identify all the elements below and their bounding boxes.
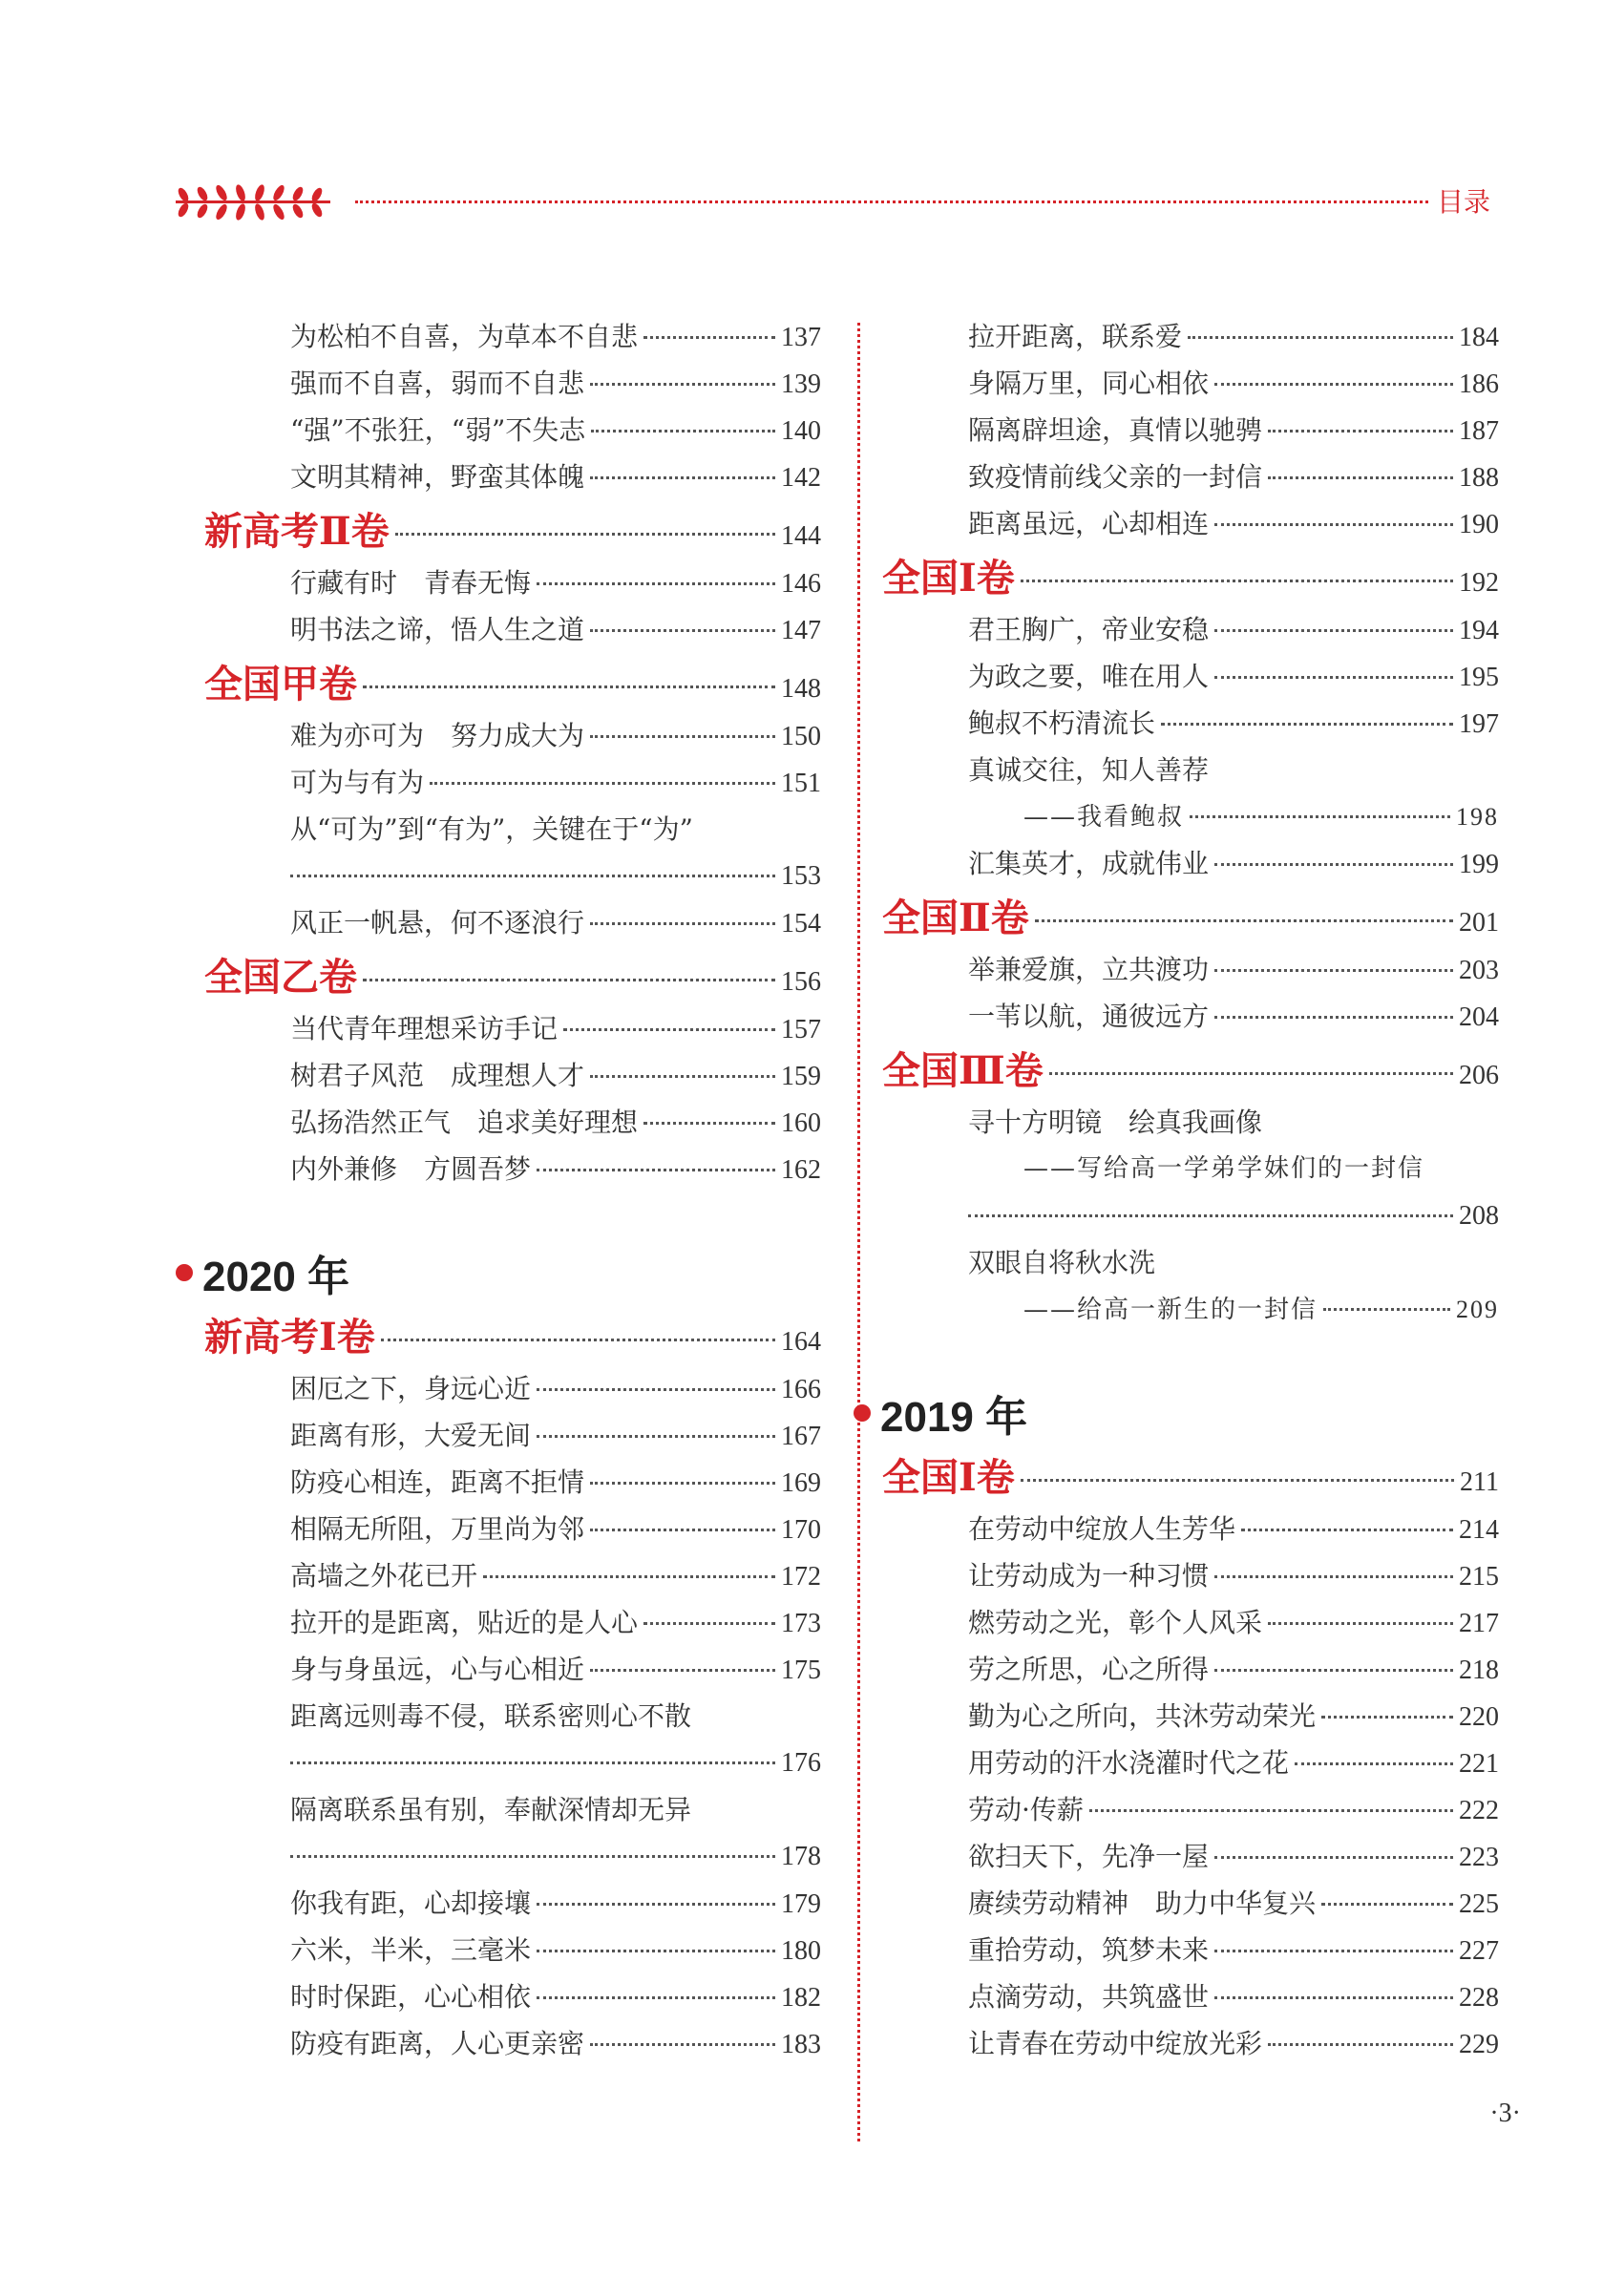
entry-title: 汇集英才，成就伟业 — [968, 848, 1210, 879]
year-title: 2020 年 — [202, 1254, 350, 1300]
entry-title: 在劳动中绽放人生芳华 — [968, 1513, 1236, 1545]
dot-leader — [643, 1122, 775, 1125]
toc-entry — [968, 1973, 1499, 2020]
toc-entry — [290, 1646, 821, 1693]
dot-leader — [1241, 1529, 1453, 1531]
dot-leader — [591, 430, 775, 432]
dot-leader — [1214, 1669, 1453, 1672]
entry-page: 180 — [781, 1936, 821, 1966]
toc-entry — [968, 700, 1499, 747]
toc-entry-continuation — [290, 1740, 821, 1786]
entry-page: 184 — [1459, 323, 1499, 352]
dot-leader — [395, 533, 775, 536]
dot-leader — [1021, 1479, 1454, 1482]
toc-entry — [1023, 1286, 1499, 1333]
dot-leader — [1214, 863, 1453, 866]
toc-entry — [968, 1740, 1499, 1786]
entry-page: 206 — [1459, 1061, 1499, 1090]
entry-page: 217 — [1459, 1609, 1499, 1638]
toc-entry — [968, 1693, 1499, 1740]
toc-entry — [968, 500, 1499, 547]
section-heading — [204, 1310, 821, 1365]
entry-page: 199 — [1459, 850, 1499, 879]
toc-entry — [290, 2020, 821, 2067]
toc-entry — [290, 559, 821, 606]
dot-leader — [1214, 1575, 1453, 1578]
toc-entry — [290, 1146, 821, 1192]
dot-leader — [643, 1622, 775, 1625]
entry-title: 你我有距，心却接壤 — [290, 1888, 532, 1919]
entry-page: 157 — [781, 1015, 821, 1044]
entry-page: 204 — [1459, 1002, 1499, 1032]
entry-page: 162 — [781, 1155, 821, 1185]
entry-title-line: 真诚交往，知人善荐 — [968, 754, 1210, 786]
year-heading — [854, 1380, 1499, 1446]
entry-title: 隔离辟坦途，真情以驰骋 — [968, 414, 1263, 446]
entry-title: 防疫有距离，人心更亲密 — [290, 2028, 585, 2059]
dot-leader — [643, 336, 775, 339]
dot-leader — [1268, 476, 1453, 479]
spacer — [202, 1192, 821, 1239]
entry-title: 防疫心相连，距离不拒情 — [290, 1466, 585, 1498]
entry-title: 风正一帆悬，何不逐浪行 — [290, 907, 585, 939]
entry-page: 201 — [1459, 908, 1499, 938]
dot-leader — [1214, 383, 1453, 386]
entry-page: 221 — [1459, 1749, 1499, 1779]
entry-title: ——我看鲍叔 — [1023, 803, 1185, 832]
toc-entry — [290, 712, 821, 759]
toc-entry — [968, 1833, 1499, 1880]
entry-title: 时时保距，心心相依 — [290, 1981, 532, 2013]
toc-entry — [290, 407, 821, 453]
entry-page: 137 — [781, 323, 821, 352]
toc-entry — [968, 313, 1499, 360]
red-dot-icon — [854, 1404, 871, 1422]
dot-leader — [290, 875, 775, 877]
entry-title: 勤为心之所向，共沐劳动荣光 — [968, 1700, 1317, 1732]
dot-leader — [1049, 1072, 1453, 1075]
dot-leader — [1089, 1809, 1453, 1812]
toc-entry — [290, 1552, 821, 1599]
entry-title: 劳动·传薪 — [968, 1794, 1084, 1825]
entry-title: 强而不自喜，弱而不自悲 — [290, 368, 585, 399]
toc-entry — [968, 1552, 1499, 1599]
entry-page: 220 — [1459, 1702, 1499, 1732]
section-heading — [882, 1044, 1499, 1099]
dot-leader — [1161, 723, 1453, 726]
dot-leader — [1323, 1308, 1450, 1311]
entry-page: 208 — [1459, 1201, 1499, 1231]
red-dot-icon — [176, 1264, 193, 1281]
entry-page: 166 — [781, 1375, 821, 1404]
dot-leader — [1190, 815, 1450, 818]
toc-entry — [968, 1927, 1499, 1973]
year-title: 2019 年 — [880, 1394, 1028, 1441]
entry-page: 179 — [781, 1889, 821, 1919]
entry-page: 170 — [781, 1515, 821, 1545]
entry-page: 139 — [781, 369, 821, 399]
toc-entry — [290, 360, 821, 407]
entry-page: 169 — [781, 1468, 821, 1498]
dot-leader — [537, 1435, 775, 1438]
section-title: 全国Ⅰ卷 — [882, 556, 1015, 601]
toc-right-column — [880, 313, 1499, 2067]
entry-title: 拉开的是距离，贴近的是人心 — [290, 1607, 639, 1638]
entry-page: 159 — [781, 1062, 821, 1091]
entry-title: 当代青年理想采访手记 — [290, 1013, 559, 1044]
entry-title: 拉开距离，联系爱 — [968, 321, 1183, 352]
entry-title: 内外兼修 方圆吾梦 — [290, 1153, 532, 1185]
dot-leader — [1321, 1716, 1453, 1719]
toc-entry — [290, 1365, 821, 1412]
dot-leader — [381, 1339, 775, 1341]
entry-page: 146 — [781, 569, 821, 599]
dot-leader — [1214, 629, 1453, 632]
entry-title: 高墙之外花已开 — [290, 1560, 478, 1592]
entry-title: 让劳动成为一种习惯 — [968, 1560, 1210, 1592]
toc-entry — [968, 1786, 1499, 1833]
entry-page: 154 — [781, 909, 821, 939]
toc-entry-continuation — [968, 1192, 1499, 1239]
toc-entry-continuation — [290, 853, 821, 899]
dot-leader — [590, 1529, 775, 1531]
dot-leader — [590, 735, 775, 738]
dot-leader — [968, 1214, 1453, 1217]
section-title: 全国甲卷 — [204, 662, 357, 707]
entry-title: 文明其精神，野蛮其体魄 — [290, 461, 585, 493]
entry-page: 188 — [1459, 463, 1499, 493]
entry-page: 194 — [1459, 616, 1499, 645]
entry-page: 156 — [781, 967, 821, 997]
toc-entry — [290, 1099, 821, 1146]
entry-page: 167 — [781, 1422, 821, 1451]
toc-entry — [968, 1599, 1499, 1646]
entry-page: 175 — [781, 1656, 821, 1685]
dot-leader — [590, 1482, 775, 1485]
dot-leader — [363, 686, 775, 688]
dot-leader — [590, 476, 775, 479]
toc-entry — [290, 1459, 821, 1506]
dot-leader — [1295, 1762, 1453, 1765]
dot-leader — [1268, 2043, 1453, 2046]
entry-title: 举兼爱旗，立共渡功 — [968, 954, 1210, 985]
toc-entry — [290, 606, 821, 653]
entry-page: 218 — [1459, 1656, 1499, 1685]
dot-leader — [537, 1996, 775, 1999]
toc-entry-continuation — [290, 1833, 821, 1880]
toc-entry — [290, 1506, 821, 1552]
toc-entry — [290, 759, 821, 806]
section-title: 新高考Ⅰ卷 — [204, 1315, 375, 1360]
dot-leader — [1214, 523, 1453, 526]
toc-entry — [290, 1412, 821, 1459]
toc-left-column — [202, 313, 821, 2067]
toc-entry — [290, 1005, 821, 1052]
section-heading — [204, 504, 821, 559]
toc-entry — [968, 946, 1499, 993]
entry-title-line: 双眼自将秋水洗 — [968, 1247, 1156, 1278]
dot-leader — [483, 1575, 775, 1578]
entry-title: 点滴劳动，共筑盛世 — [968, 1981, 1210, 2013]
toc-entry — [968, 1646, 1499, 1693]
entry-page: 211 — [1460, 1467, 1499, 1497]
entry-title: 距离虽远，心却相连 — [968, 508, 1210, 539]
toc-entry — [968, 2020, 1499, 2067]
entry-title: 树君子风范 成理想人才 — [290, 1060, 585, 1091]
entry-title: ——给高一新生的一封信 — [1023, 1296, 1318, 1324]
entry-page: 140 — [781, 416, 821, 446]
toc-entry — [290, 1052, 821, 1099]
dot-leader — [1268, 430, 1453, 432]
dot-leader — [1321, 1903, 1453, 1906]
entry-title: 让青春在劳动中绽放光彩 — [968, 2028, 1263, 2059]
header-dotted-rule — [355, 200, 1428, 203]
dot-leader — [590, 383, 775, 386]
entry-page: 209 — [1456, 1296, 1499, 1323]
dot-leader — [590, 2043, 775, 2046]
entry-title: 行藏有时 青春无悔 — [290, 567, 532, 599]
entry-title: 一苇以航，通彼远方 — [968, 1001, 1210, 1032]
toc-entry — [290, 899, 821, 946]
dot-leader — [430, 782, 775, 785]
entry-page: 150 — [781, 722, 821, 751]
entry-title-line: 隔离联系虽有别，奉献深情却无异 — [290, 1794, 692, 1825]
entry-title: 致疫情前线父亲的一封信 — [968, 461, 1263, 493]
entry-page: 142 — [781, 463, 821, 493]
toc-entry — [290, 313, 821, 360]
toc-entry — [290, 1880, 821, 1927]
entry-title: 燃劳动之光，彰个人风采 — [968, 1607, 1263, 1638]
toc-entry — [968, 606, 1499, 653]
toc-entry — [968, 840, 1499, 887]
entry-page: 153 — [781, 861, 821, 891]
toc-entry — [968, 1506, 1499, 1552]
dot-leader — [537, 582, 775, 585]
page-number: ·3· — [1489, 2099, 1521, 2128]
entry-title: 明书法之谛，悟人生之道 — [290, 614, 585, 645]
toc-entry — [968, 407, 1499, 453]
laurel-ornament-icon — [172, 183, 334, 221]
toc-entry — [290, 1927, 821, 1973]
entry-title-line: 从“可为”到“有为”，关键在于“为” — [290, 813, 693, 845]
entry-title: 欲扫天下，先净一屋 — [968, 1841, 1210, 1872]
entry-title: 鲍叔不朽清流长 — [968, 707, 1156, 739]
entry-page: 198 — [1456, 803, 1499, 831]
entry-page: 160 — [781, 1108, 821, 1138]
toc-entry — [290, 1599, 821, 1646]
spacer — [880, 1333, 1499, 1380]
dot-leader — [1035, 919, 1453, 922]
dot-leader — [1214, 1016, 1453, 1019]
section-heading — [882, 551, 1499, 606]
toc-entry — [1023, 793, 1499, 840]
entry-title-line: 寻十方明镜 绘真我画像 — [968, 1107, 1263, 1138]
column-divider — [857, 323, 860, 2141]
dot-leader — [1214, 1950, 1453, 1952]
entry-page: 172 — [781, 1562, 821, 1592]
entry-title: 赓续劳动精神 助力中华复兴 — [968, 1888, 1317, 1919]
entry-page: 151 — [781, 769, 821, 798]
entry-title: 重拾劳动，筑梦未来 — [968, 1934, 1210, 1966]
entry-title: “强”不张狂，“弱”不失志 — [290, 414, 586, 446]
dot-leader — [537, 1169, 775, 1171]
dot-leader — [590, 1075, 775, 1078]
toc-entry — [968, 360, 1499, 407]
section-heading — [882, 1450, 1499, 1506]
dot-leader — [537, 1388, 775, 1391]
entry-page: 187 — [1459, 416, 1499, 446]
dot-leader — [1188, 336, 1453, 339]
entry-page: 203 — [1459, 956, 1499, 985]
entry-title: 用劳动的汗水浇灌时代之花 — [968, 1747, 1290, 1779]
entry-page: 182 — [781, 1983, 821, 2013]
toc-entry — [968, 1880, 1499, 1927]
entry-page: 228 — [1459, 1983, 1499, 2013]
entry-title: 六米，半米，三毫米 — [290, 1934, 532, 1966]
dot-leader — [1214, 1856, 1453, 1859]
entry-title: 可为与有为 — [290, 767, 425, 798]
dot-leader — [1021, 580, 1453, 582]
toc-entry — [290, 453, 821, 500]
section-heading — [204, 657, 821, 712]
entry-page: 144 — [781, 521, 821, 551]
entry-page: 178 — [781, 1842, 821, 1871]
entry-title: 劳之所思，心之所得 — [968, 1654, 1210, 1685]
dot-leader — [1214, 1996, 1453, 1999]
dot-leader — [537, 1903, 775, 1906]
entry-page: 214 — [1459, 1515, 1499, 1545]
entry-title: 为政之要，唯在用人 — [968, 661, 1210, 692]
dot-leader — [1214, 969, 1453, 972]
entry-title: 身与身虽远，心与心相近 — [290, 1654, 585, 1685]
entry-title: 身隔万里，同心相依 — [968, 368, 1210, 399]
dot-leader — [590, 1669, 775, 1672]
dot-leader — [290, 1761, 775, 1764]
dot-leader — [290, 1855, 775, 1858]
toc-entry — [968, 453, 1499, 500]
dot-leader — [590, 629, 775, 632]
entry-title-line: ——写给高一学弟学妹们的一封信 — [1023, 1154, 1425, 1183]
entry-page: 197 — [1459, 709, 1499, 739]
entry-page: 215 — [1459, 1562, 1499, 1592]
dot-leader — [537, 1950, 775, 1952]
dot-leader — [363, 979, 775, 981]
dot-leader — [1214, 676, 1453, 679]
section-title: 新高考Ⅱ卷 — [204, 509, 390, 554]
toc-entry — [290, 1973, 821, 2020]
entry-page: 223 — [1459, 1843, 1499, 1872]
entry-page: 227 — [1459, 1936, 1499, 1966]
toc-entry — [968, 993, 1499, 1040]
section-title: 全国Ⅰ卷 — [882, 1455, 1015, 1500]
entry-page: 147 — [781, 616, 821, 645]
year-heading — [176, 1239, 821, 1306]
entry-page: 148 — [781, 674, 821, 704]
header-title: 目录 — [1436, 186, 1490, 218]
entry-title: 距离有形，大爱无间 — [290, 1420, 532, 1451]
entry-page: 222 — [1459, 1796, 1499, 1825]
entry-page: 190 — [1459, 510, 1499, 539]
entry-title: 难为亦可为 努力成大为 — [290, 720, 585, 751]
entry-title-line: 距离远则毒不侵，联系密则心不散 — [290, 1700, 692, 1732]
entry-page: 229 — [1459, 2030, 1499, 2059]
toc-entry — [968, 653, 1499, 700]
section-heading — [204, 950, 821, 1005]
entry-page: 186 — [1459, 369, 1499, 399]
entry-title: 君王胸广，帝业安稳 — [968, 614, 1210, 645]
entry-title: 困厄之下，身远心近 — [290, 1373, 532, 1404]
entry-page: 225 — [1459, 1889, 1499, 1919]
entry-page: 173 — [781, 1609, 821, 1638]
section-title: 全国Ⅱ卷 — [882, 896, 1029, 940]
entry-page: 176 — [781, 1748, 821, 1778]
entry-title: 为松柏不自喜，为草本不自悲 — [290, 321, 639, 352]
dot-leader — [1268, 1622, 1453, 1625]
dot-leader — [563, 1028, 775, 1031]
entry-title: 弘扬浩然正气 追求美好理想 — [290, 1107, 639, 1138]
entry-page: 195 — [1459, 663, 1499, 692]
entry-title: 相隔无所阻，万里尚为邻 — [290, 1513, 585, 1545]
section-heading — [882, 891, 1499, 946]
dot-leader — [590, 922, 775, 925]
entry-page: 183 — [781, 2030, 821, 2059]
section-title: 全国乙卷 — [204, 955, 357, 1000]
entry-page: 192 — [1459, 568, 1499, 598]
section-title: 全国Ⅲ卷 — [882, 1048, 1044, 1093]
entry-page: 164 — [781, 1327, 821, 1357]
